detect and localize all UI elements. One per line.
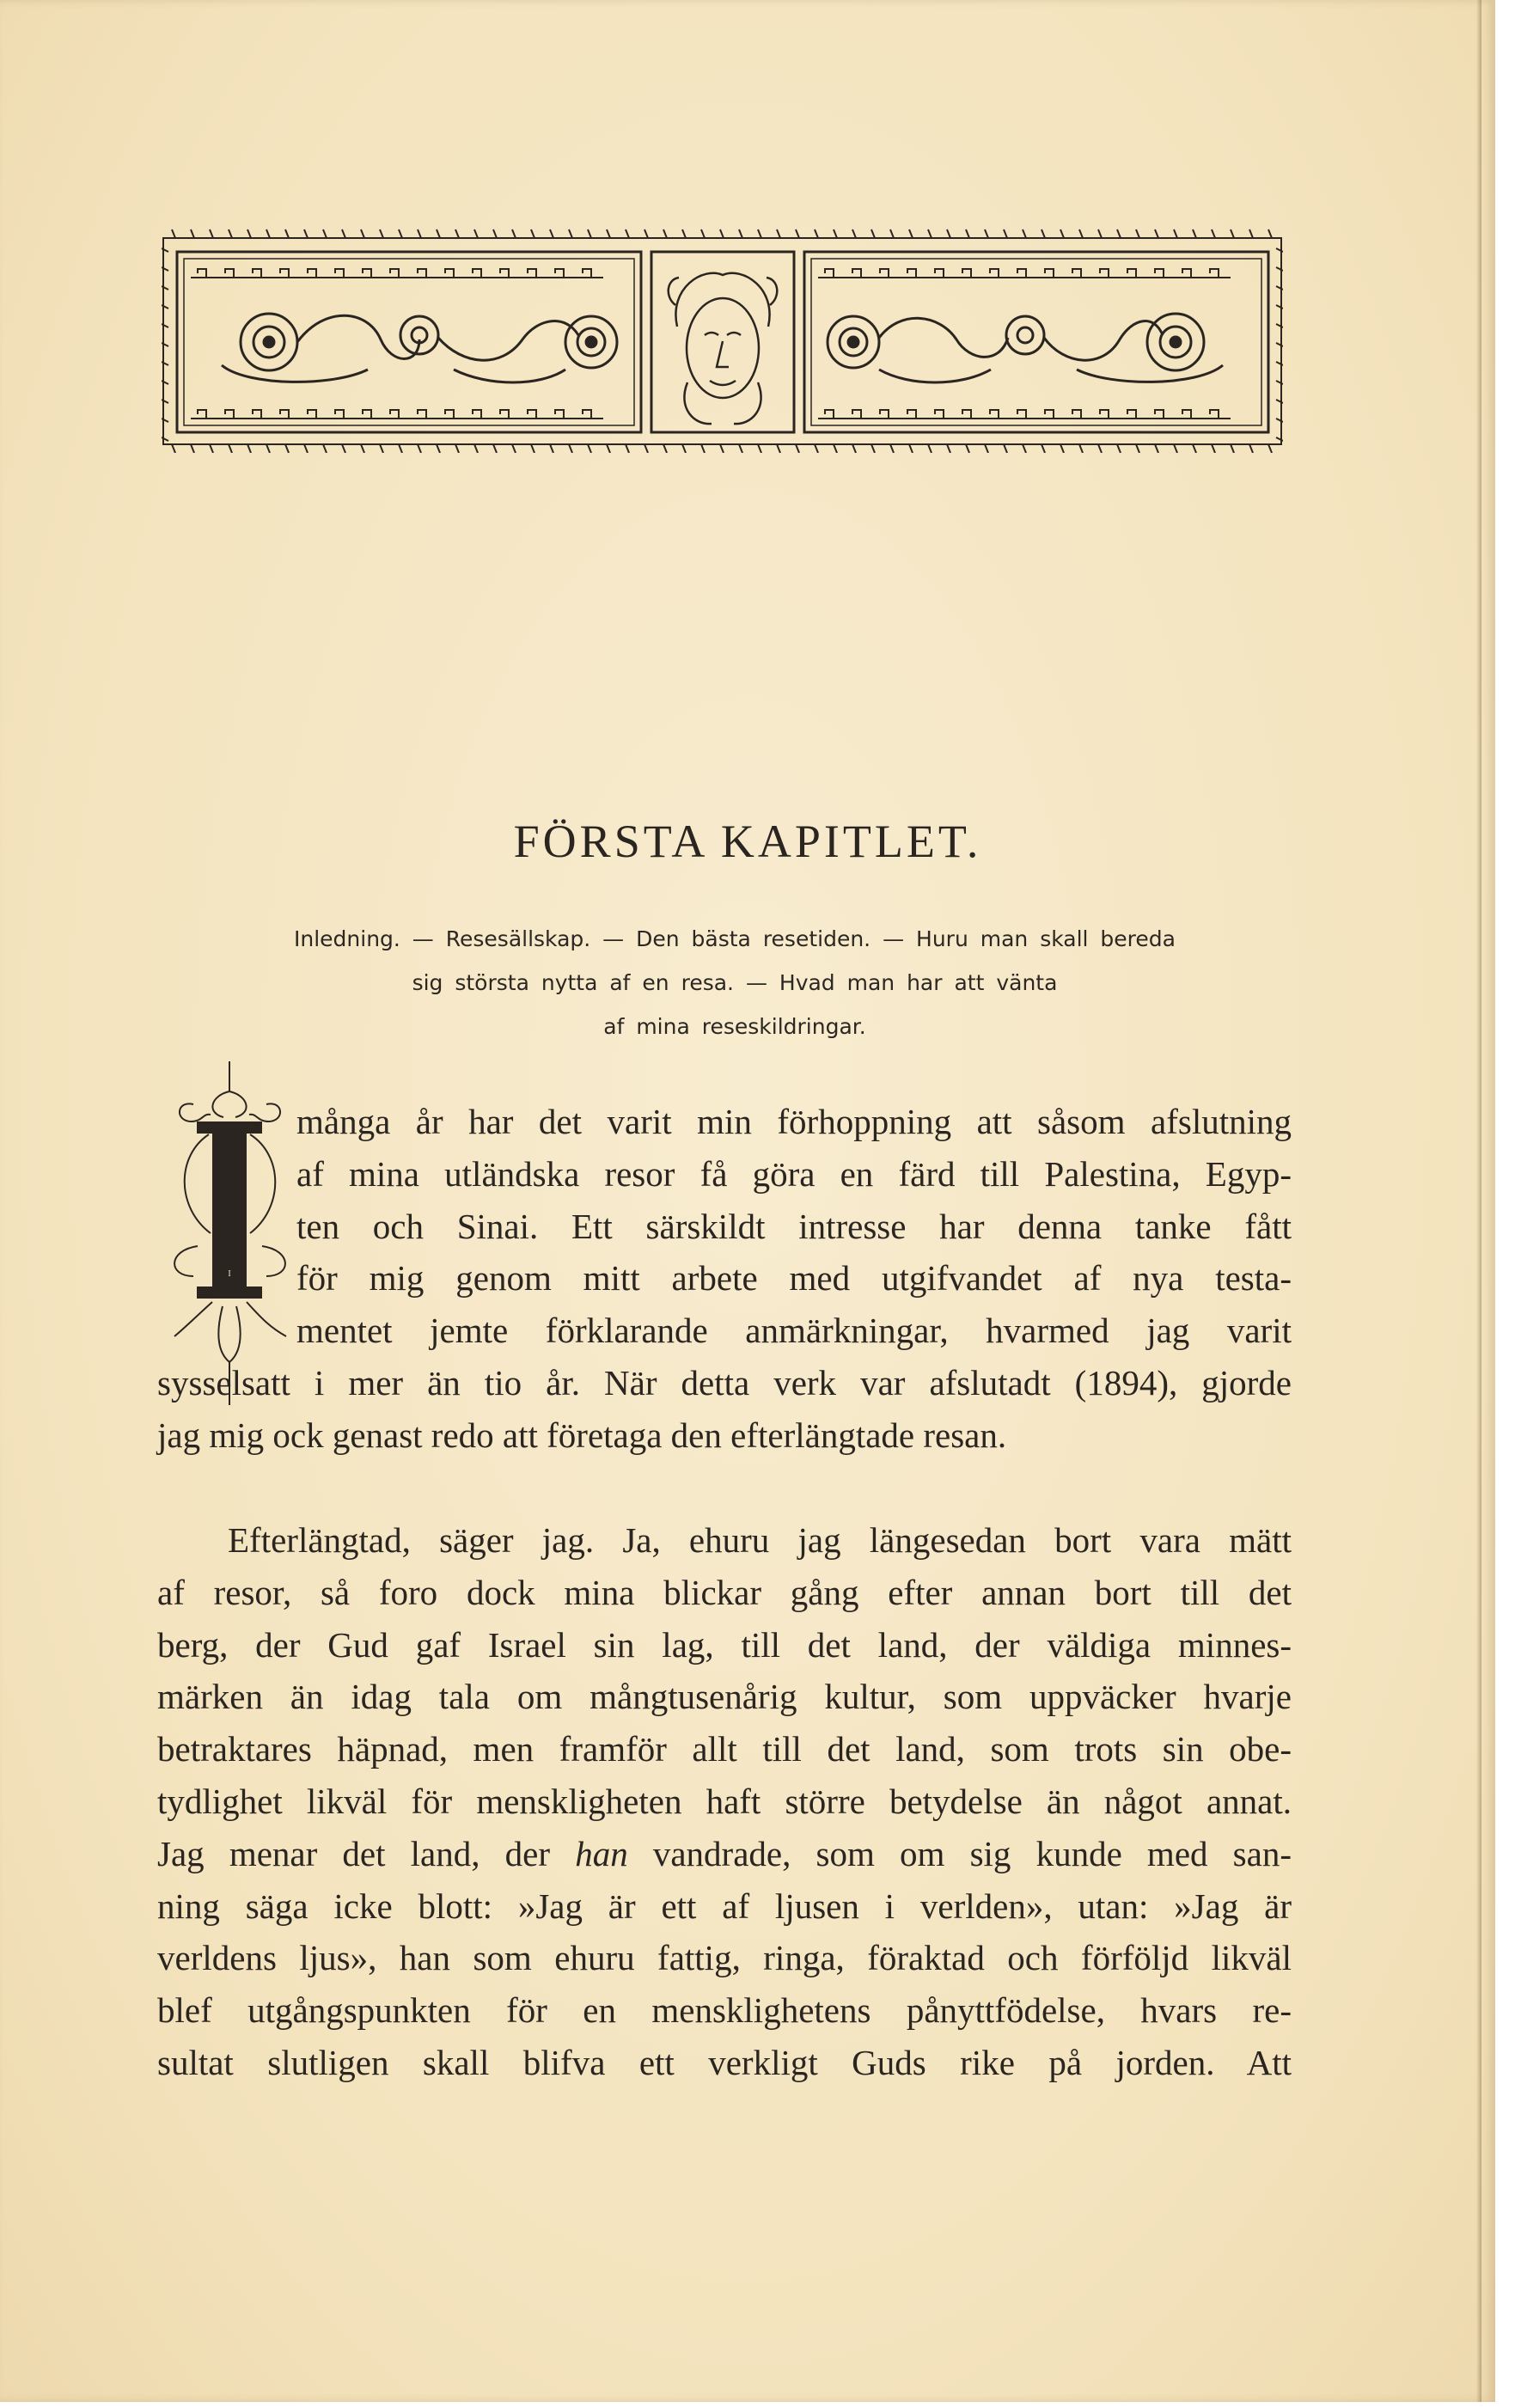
- summary-line: sig största nytta af en resa. — Hvad man har att vänta: [412, 970, 1058, 995]
- summary-line: af mina reseskildringar.: [603, 1014, 866, 1039]
- svg-text:I: I: [228, 1269, 231, 1279]
- text-line: Jag menar det land, der han vandrade, som om sig kunde med san-: [157, 1833, 1292, 1873]
- text-line: många år har det varit min förhoppning att såsom afslutning: [296, 1102, 1292, 1141]
- scroll-ornament-icon: [828, 314, 1223, 382]
- chapter-title: FÖRSTA KAPITLET.: [513, 816, 982, 867]
- text-line: af mina utländska resor få göra en färd till Palestina, Egyp-: [296, 1153, 1292, 1194]
- text-line: tydlighet likväl för menskligheten haft större betydelse än något annat.: [157, 1781, 1292, 1821]
- text-line: sultat slutligen skall blifva ett verkligt Guds rike på jorden. Att: [157, 2042, 1292, 2082]
- chapter-summary: [163, 917, 1306, 1048]
- text-line: sysselsatt i mer än tio år. När detta verk var afslutadt (1894), gjorde: [157, 1362, 1292, 1403]
- text-line: berg, der Gud gaf Israel sin lag, till det land, der väldiga minnes-: [157, 1624, 1292, 1665]
- page-edge-shadow: [1476, 0, 1481, 2402]
- text-line: ten och Sinai. Ett särskildt intresse har denna tanke fått: [296, 1206, 1292, 1246]
- text-line: märken än idag tala om mångtusenårig kultur, som uppväcker hvarje: [157, 1677, 1292, 1717]
- text-line: jag mig ock genast redo att företaga den efterlängtade resan.: [157, 1415, 1007, 1455]
- emphasis: han: [575, 1833, 628, 1873]
- text-line: ning säga icke blott: »Jag är ett af ljusen i verlden», utan: »Jag är: [157, 1885, 1292, 1926]
- mask-ornament-icon: [669, 273, 778, 424]
- header-ornament: [162, 228, 1283, 453]
- text-line: mentet jemte förklarande anmärkningar, hvarmed jag varit: [296, 1311, 1292, 1351]
- scroll-ornament-icon: [222, 314, 617, 382]
- paragraph-1: [157, 1096, 1292, 1462]
- text-line: verldens ljus», han som ehuru fattig, ringa, föraktad och förföljd likväl: [157, 1938, 1292, 1978]
- text-line: Efterlängtad, säger jag. Ja, ehuru jag längesedan bort vara mätt: [228, 1520, 1292, 1560]
- text-line: för mig genom mitt arbete med utgifvandet af nya testa-: [296, 1258, 1292, 1299]
- text-line: blef utgångspunkten för en mensklighetens pånyttfödelse, hvars re-: [157, 1990, 1292, 2031]
- text-line: af resor, så foro dock mina blickar gång efter annan bort till det: [157, 1572, 1292, 1612]
- summary-line: Inledning. — Resesällskap. — Den bästa resetiden. — Huru man skall bereda: [294, 926, 1176, 951]
- text-line: betraktares häpnad, men framför allt till det land, som trots sin obe-: [157, 1729, 1292, 1769]
- paragraph-2: [157, 1514, 1292, 2089]
